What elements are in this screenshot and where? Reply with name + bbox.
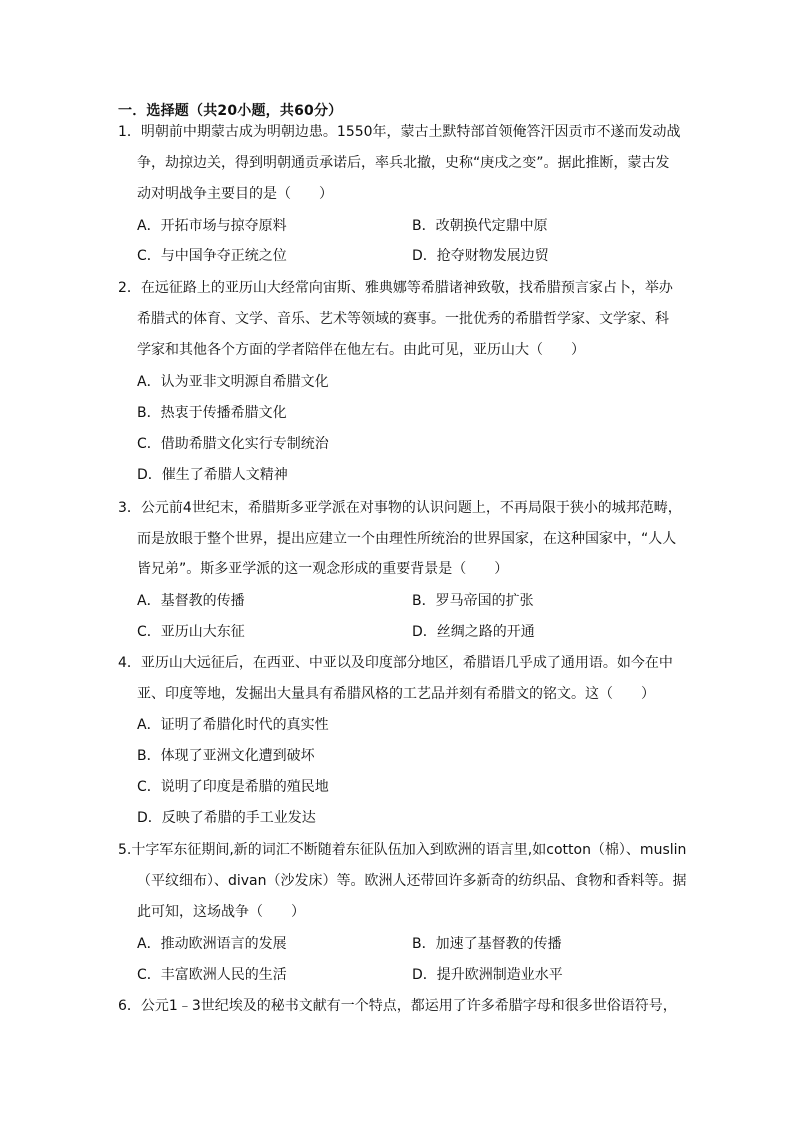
- option-d[interactable]: D．催生了希腊人文精神: [137, 467, 288, 483]
- option-d[interactable]: D．抢夺财物发展边贸: [412, 248, 549, 264]
- question-text-line: 1．明朝前中期蒙古成为明朝边患。1550年，蒙古土默特部首领俺答汗因贡市不遂而发动战: [118, 124, 681, 140]
- option-c[interactable]: C．丰富欧洲人民的生活: [137, 967, 287, 983]
- option-b[interactable]: B．加速了基督教的传播: [412, 936, 562, 952]
- question-text-line: 争，劫掠边关，得到明朝通贡承诺后，率兵北撤，史称“庚戌之变”。据此推断，蒙古发: [137, 155, 670, 171]
- option-a[interactable]: A．基督教的传播: [137, 593, 245, 609]
- question-text-line: 2．在远征路上的亚历山大经常向宙斯、雅典娜等希腊诸神致敬，找希腊预言家占卜，举办: [118, 280, 673, 296]
- option-c[interactable]: C．借助希腊文化实行专制统治: [137, 436, 329, 452]
- question-text-line: 亚、印度等地，发掘出大量具有希腊风格的工艺品并刻有希腊文的铭文。这（ ）: [137, 686, 655, 702]
- question-text-line: 4．亚历山大远征后，在西亚、中亚以及印度部分地区，希腊语几乎成了通用语。如今在中: [118, 655, 673, 671]
- option-b[interactable]: B．热衷于传播希腊文化: [137, 405, 287, 421]
- option-d[interactable]: D．反映了希腊的手工业发达: [137, 810, 316, 826]
- question-text-line: 此可知，这场战争（ ）: [137, 904, 305, 920]
- option-c[interactable]: C．与中国争夺正统之位: [137, 248, 287, 264]
- question-text-line: 而是放眼于整个世界，提出应建立一个由理性所统治的世界国家，在这种国家中，“人人: [137, 531, 677, 547]
- question-text-line: 6．公元1﹣3世纪埃及的秘书文献有一个特点，都运用了许多希腊字母和很多世俗语符号，: [118, 998, 677, 1014]
- option-a[interactable]: A．认为亚非文明源自希腊文化: [137, 374, 329, 390]
- option-b[interactable]: B．体现了亚洲文化遭到破坏: [137, 748, 315, 764]
- option-a[interactable]: A．证明了希腊化时代的真实性: [137, 717, 329, 733]
- question-text-line: 学家和其他各个方面的学者陪伴在他左右。由此可见，亚历山大（ ）: [137, 342, 585, 358]
- question-text-line: （平纹细布）、divan（沙发床）等。欧洲人还带回许多新奇的纺织品、食物和香料等。据: [137, 873, 687, 889]
- option-c[interactable]: C．亚历山大东征: [137, 624, 245, 640]
- option-d[interactable]: D．提升欧洲制造业水平: [412, 967, 563, 983]
- option-b[interactable]: B．罗马帝国的扩张: [412, 593, 534, 609]
- question-text-line: 5.十字军东征期间,新的词汇不断随着东征队伍加入到欧洲的语言里,如cotton（棉）、muslin: [118, 842, 687, 858]
- option-a[interactable]: A．开拓市场与掠夺原料: [137, 218, 287, 234]
- section-title: 一．选择题（共20小题，共60分）: [118, 103, 343, 119]
- option-b[interactable]: B．改朝换代定鼎中原: [412, 218, 548, 234]
- option-d[interactable]: D．丝绸之路的开通: [412, 624, 535, 640]
- question-text-line: 3．公元前4世纪末，希腊斯多亚学派在对事物的认识问题上，不再局限于狭小的城邦范畴，: [118, 500, 682, 516]
- question-text-line: 动对明战争主要目的是（ ）: [137, 186, 333, 202]
- option-a[interactable]: A．推动欧洲语言的发展: [137, 936, 287, 952]
- question-text-line: 希腊式的体育、文学、音乐、艺术等领域的赛事。一批优秀的希腊哲学家、文学家、科: [137, 311, 669, 327]
- question-text-line: 皆兄弟”。斯多亚学派的这一观念形成的重要背景是（ ）: [137, 561, 509, 577]
- option-c[interactable]: C．说明了印度是希腊的殖民地: [137, 779, 329, 795]
